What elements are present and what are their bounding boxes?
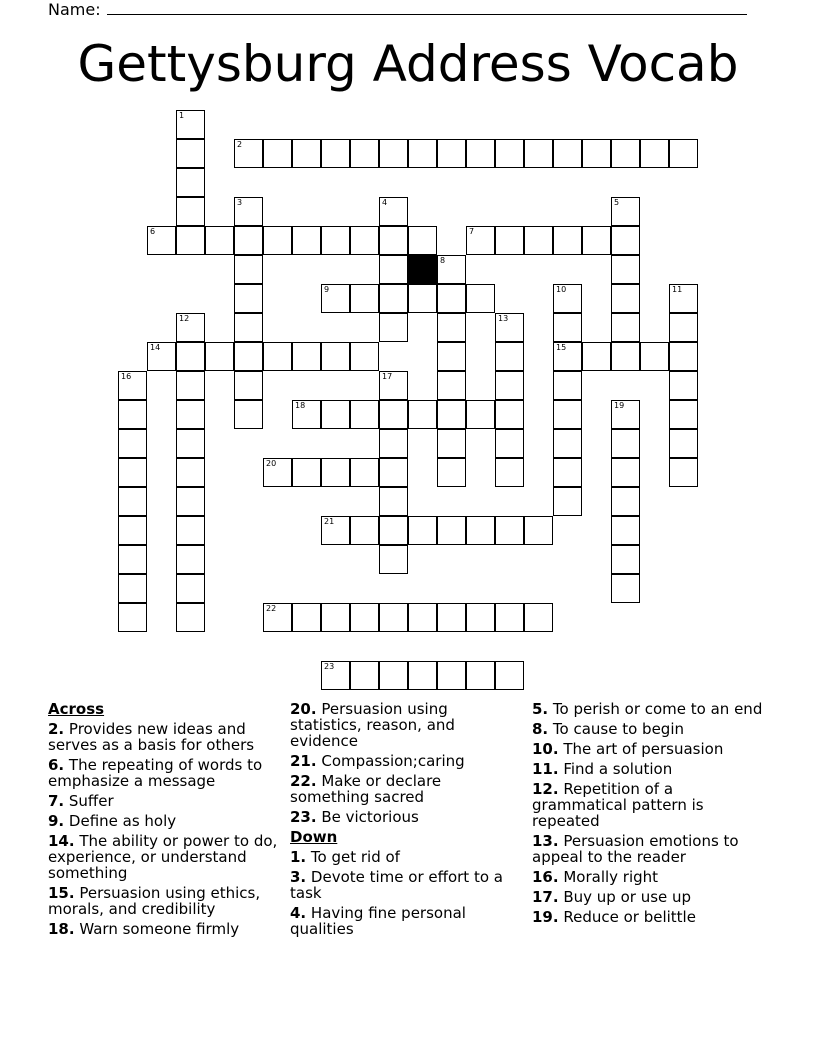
- grid-cell[interactable]: [234, 139, 263, 168]
- clue-text: Persuasion emotions to appeal to the reader: [532, 832, 739, 866]
- grid-cell[interactable]: [176, 371, 205, 400]
- grid-cell[interactable]: [611, 197, 640, 226]
- clue-item: [48, 921, 280, 937]
- grid-cell[interactable]: [263, 458, 292, 487]
- grid-cell[interactable]: [176, 139, 205, 168]
- grid-cell[interactable]: [234, 197, 263, 226]
- clue-item: [48, 793, 280, 809]
- grid-cell[interactable]: [176, 400, 205, 429]
- clue-text: Find a solution: [558, 760, 673, 778]
- grid-cell[interactable]: [611, 516, 640, 545]
- grid-cell[interactable]: [321, 603, 350, 632]
- grid-cell[interactable]: [669, 429, 698, 458]
- clue-text: Define as holy: [64, 812, 177, 830]
- grid-cell[interactable]: [176, 313, 205, 342]
- clue-number: 13.: [532, 832, 559, 850]
- grid-cell[interactable]: [466, 516, 495, 545]
- grid-cell[interactable]: [147, 226, 176, 255]
- grid-cell[interactable]: [495, 342, 524, 371]
- clue-text: Persuasion using ethics, morals, and credibility: [48, 884, 261, 918]
- grid-cell[interactable]: [379, 226, 408, 255]
- cell-number: 23: [324, 662, 335, 671]
- grid-cell[interactable]: [292, 603, 321, 632]
- grid-cell[interactable]: [350, 458, 379, 487]
- grid-cell[interactable]: [118, 429, 147, 458]
- grid-cell[interactable]: [350, 661, 379, 690]
- grid-cell[interactable]: [205, 342, 234, 371]
- grid-cell[interactable]: [176, 429, 205, 458]
- cell-number: 7: [469, 227, 475, 236]
- grid-cell[interactable]: [669, 342, 698, 371]
- grid-cell[interactable]: [321, 661, 350, 690]
- clue-text: Devote time or effort to a task: [290, 868, 503, 902]
- grid-cell[interactable]: [495, 458, 524, 487]
- grid-cell[interactable]: [350, 516, 379, 545]
- clue-number: 14.: [48, 832, 75, 850]
- grid-cell[interactable]: [292, 458, 321, 487]
- cell-number: 15: [556, 343, 567, 352]
- grid-cell[interactable]: [176, 487, 205, 516]
- grid-cell[interactable]: [176, 168, 205, 197]
- grid-cell[interactable]: [321, 284, 350, 313]
- grid-cell[interactable]: [611, 458, 640, 487]
- grid-cell[interactable]: [118, 458, 147, 487]
- grid-cell[interactable]: [234, 342, 263, 371]
- grid-cell[interactable]: [437, 371, 466, 400]
- grid-cell[interactable]: [640, 139, 669, 168]
- grid-cell[interactable]: [408, 603, 437, 632]
- grid-cell[interactable]: [350, 226, 379, 255]
- grid-cell[interactable]: [321, 400, 350, 429]
- grid-cell[interactable]: [205, 226, 234, 255]
- grid-cell[interactable]: [234, 284, 263, 313]
- grid-cell[interactable]: [379, 197, 408, 226]
- cell-number: 5: [614, 198, 620, 207]
- grid-cell[interactable]: [176, 545, 205, 574]
- cell-number: 14: [150, 343, 161, 352]
- clue-text: Provides new ideas and serves as a basis for others: [48, 720, 255, 754]
- grid-cell[interactable]: [466, 284, 495, 313]
- grid-cell[interactable]: [466, 226, 495, 255]
- grid-cell[interactable]: [379, 429, 408, 458]
- clue-number: 11.: [532, 760, 559, 778]
- clue-item: [532, 889, 764, 905]
- grid-cell[interactable]: [321, 342, 350, 371]
- clues-column-2: [290, 701, 518, 941]
- clue-item: [48, 813, 280, 829]
- grid-cell[interactable]: [611, 429, 640, 458]
- grid-cell[interactable]: [118, 545, 147, 574]
- grid-cell[interactable]: [234, 226, 263, 255]
- clue-text: Buy up or use up: [558, 888, 692, 906]
- grid-cell[interactable]: [437, 661, 466, 690]
- grid-cell[interactable]: [553, 313, 582, 342]
- grid-cell[interactable]: [669, 284, 698, 313]
- clue-text: Persuasion using statistics, reason, and evidence: [290, 700, 455, 750]
- clue-text: Make or declare something sacred: [290, 772, 442, 806]
- clue-text: Warn someone firmly: [74, 920, 240, 938]
- cell-number: 4: [382, 198, 388, 207]
- clue-item: [532, 721, 764, 737]
- grid-cell[interactable]: [118, 400, 147, 429]
- grid-cell[interactable]: [582, 342, 611, 371]
- grid-cell[interactable]: [437, 603, 466, 632]
- cell-number: 1: [179, 111, 185, 120]
- grid-cell[interactable]: [379, 545, 408, 574]
- grid-cell[interactable]: [611, 226, 640, 255]
- clue-item: [48, 885, 280, 917]
- cell-number: 6: [150, 227, 156, 236]
- grid-cell[interactable]: [611, 139, 640, 168]
- clue-number: 5.: [532, 700, 549, 718]
- clue-number: 12.: [532, 780, 559, 798]
- grid-cell[interactable]: [437, 342, 466, 371]
- clue-item: [290, 701, 518, 749]
- grid-cell[interactable]: [669, 371, 698, 400]
- cell-number: 10: [556, 285, 567, 294]
- grid-cell[interactable]: [118, 516, 147, 545]
- down-clue-list: [290, 849, 518, 937]
- grid-cell[interactable]: [263, 603, 292, 632]
- clue-number: 21.: [290, 752, 317, 770]
- clue-item: [532, 761, 764, 777]
- cell-number: 12: [179, 314, 190, 323]
- clue-text: Having fine personal qualities: [290, 904, 466, 938]
- grid-cell[interactable]: [582, 226, 611, 255]
- grid-cell[interactable]: [379, 371, 408, 400]
- grid-cell[interactable]: [408, 661, 437, 690]
- grid-cell[interactable]: [118, 574, 147, 603]
- clue-number: 18.: [48, 920, 75, 938]
- clue-number: 4.: [290, 904, 307, 922]
- grid-cell[interactable]: [611, 400, 640, 429]
- clue-number: 17.: [532, 888, 559, 906]
- clue-number: 9.: [48, 812, 65, 830]
- grid-cell[interactable]: [408, 284, 437, 313]
- grid-cell[interactable]: [553, 342, 582, 371]
- clue-item: [532, 781, 764, 829]
- grid-cell[interactable]: [437, 255, 466, 284]
- grid-cell[interactable]: [292, 226, 321, 255]
- cell-number: 20: [266, 459, 277, 468]
- grid-cell[interactable]: [669, 458, 698, 487]
- grid-cell[interactable]: [466, 400, 495, 429]
- grid-cell[interactable]: [553, 429, 582, 458]
- name-label: Name:: [48, 0, 101, 19]
- grid-cell[interactable]: [176, 603, 205, 632]
- clue-text: The art of persuasion: [558, 740, 724, 758]
- grid-cell[interactable]: [437, 516, 466, 545]
- grid-cell[interactable]: [553, 284, 582, 313]
- grid-cell[interactable]: [234, 255, 263, 284]
- clue-number: 2.: [48, 720, 65, 738]
- down-heading: Down: [290, 828, 338, 846]
- grid-cell[interactable]: [669, 139, 698, 168]
- grid-cell[interactable]: [669, 313, 698, 342]
- down-clue-list-cont: [532, 701, 764, 925]
- grid-cell[interactable]: [437, 139, 466, 168]
- grid-cell[interactable]: [379, 516, 408, 545]
- clue-number: 20.: [290, 700, 317, 718]
- cell-number: 22: [266, 604, 277, 613]
- cell-number: 19: [614, 401, 625, 410]
- grid-cell[interactable]: [176, 516, 205, 545]
- grid-cell[interactable]: [379, 255, 408, 284]
- grid-cell[interactable]: [234, 313, 263, 342]
- clue-number: 16.: [532, 868, 559, 886]
- cell-number: 13: [498, 314, 509, 323]
- grid-cell[interactable]: [176, 342, 205, 371]
- grid-cell[interactable]: [176, 458, 205, 487]
- grid-cell[interactable]: [611, 255, 640, 284]
- clue-item: [290, 869, 518, 901]
- grid-cell[interactable]: [234, 371, 263, 400]
- cell-number: 11: [672, 285, 683, 294]
- grid-cell[interactable]: [466, 603, 495, 632]
- clue-item: [290, 773, 518, 805]
- clue-text: Reduce or belittle: [558, 908, 696, 926]
- grid-cell[interactable]: [408, 226, 437, 255]
- clue-text: Repetition of a grammatical pattern is repeated: [532, 780, 704, 830]
- grid-cell[interactable]: [495, 516, 524, 545]
- clue-item: [532, 909, 764, 925]
- grid-cell[interactable]: [379, 487, 408, 516]
- clue-number: 15.: [48, 884, 75, 902]
- clue-item: [532, 833, 764, 865]
- clue-item: [48, 757, 280, 789]
- grid-cell[interactable]: [292, 139, 321, 168]
- grid-cell[interactable]: [611, 574, 640, 603]
- grid-cell[interactable]: [292, 342, 321, 371]
- grid-cell[interactable]: [176, 197, 205, 226]
- clue-item: [290, 905, 518, 937]
- grid-cell[interactable]: [379, 284, 408, 313]
- grid-cell[interactable]: [437, 313, 466, 342]
- across-clue-list-cont: [290, 701, 518, 825]
- clue-item: [532, 869, 764, 885]
- grid-cell[interactable]: [437, 429, 466, 458]
- grid-cell[interactable]: [495, 429, 524, 458]
- grid-cell[interactable]: [350, 603, 379, 632]
- cell-number: 2: [237, 140, 243, 149]
- grid-cell[interactable]: [379, 603, 408, 632]
- clue-item: [290, 809, 518, 825]
- grid-cell[interactable]: [495, 371, 524, 400]
- clue-text: To perish or come to an end: [548, 700, 763, 718]
- black-cell: [408, 255, 437, 284]
- grid-cell[interactable]: [495, 313, 524, 342]
- grid-cell[interactable]: [292, 400, 321, 429]
- grid-cell[interactable]: [147, 342, 176, 371]
- grid-cell[interactable]: [437, 458, 466, 487]
- grid-cell[interactable]: [524, 139, 553, 168]
- grid-cell[interactable]: [234, 400, 263, 429]
- clue-number: 10.: [532, 740, 559, 758]
- grid-cell[interactable]: [350, 139, 379, 168]
- grid-cell[interactable]: [263, 226, 292, 255]
- clues-column-3: [532, 701, 764, 929]
- across-clue-list: [48, 721, 280, 937]
- grid-cell[interactable]: [408, 139, 437, 168]
- clue-number: 19.: [532, 908, 559, 926]
- grid-cell[interactable]: [640, 342, 669, 371]
- grid-cell[interactable]: [553, 400, 582, 429]
- grid-cell[interactable]: [350, 342, 379, 371]
- grid-cell[interactable]: [176, 574, 205, 603]
- grid-cell[interactable]: [118, 487, 147, 516]
- grid-cell[interactable]: [669, 400, 698, 429]
- page-title: Gettysburg Address Vocab: [77, 35, 739, 93]
- grid-cell[interactable]: [553, 139, 582, 168]
- clue-text: Be victorious: [316, 808, 419, 826]
- cell-number: 8: [440, 256, 446, 265]
- cell-number: 16: [121, 372, 132, 381]
- grid-cell[interactable]: [350, 284, 379, 313]
- grid-cell[interactable]: [553, 458, 582, 487]
- clue-text: The ability or power to do, experience, or understand something: [48, 832, 278, 882]
- grid-cell[interactable]: [437, 400, 466, 429]
- grid-cell[interactable]: [553, 371, 582, 400]
- clue-number: 8.: [532, 720, 549, 738]
- grid-cell[interactable]: [553, 226, 582, 255]
- grid-cell[interactable]: [495, 139, 524, 168]
- grid-cell[interactable]: [176, 226, 205, 255]
- grid-cell[interactable]: [379, 400, 408, 429]
- grid-cell[interactable]: [321, 226, 350, 255]
- cell-number: 21: [324, 517, 335, 526]
- grid-cell[interactable]: [408, 400, 437, 429]
- grid-cell[interactable]: [611, 487, 640, 516]
- grid-cell[interactable]: [379, 139, 408, 168]
- grid-cell[interactable]: [524, 226, 553, 255]
- grid-cell[interactable]: [582, 139, 611, 168]
- cell-number: 18: [295, 401, 306, 410]
- grid-cell[interactable]: [495, 603, 524, 632]
- clue-number: 22.: [290, 772, 317, 790]
- grid-cell[interactable]: [379, 313, 408, 342]
- grid-cell[interactable]: [466, 139, 495, 168]
- grid-cell[interactable]: [176, 110, 205, 139]
- grid-cell[interactable]: [524, 516, 553, 545]
- grid-cell[interactable]: [524, 603, 553, 632]
- grid-cell[interactable]: [495, 661, 524, 690]
- clue-item: [290, 849, 518, 865]
- clue-number: 23.: [290, 808, 317, 826]
- clue-number: 6.: [48, 756, 65, 774]
- grid-cell[interactable]: [408, 516, 437, 545]
- clue-number: 3.: [290, 868, 307, 886]
- grid-cell[interactable]: [553, 487, 582, 516]
- grid-cell[interactable]: [379, 458, 408, 487]
- clue-item: [48, 721, 280, 753]
- clue-text: Morally right: [558, 868, 659, 886]
- grid-cell[interactable]: [350, 400, 379, 429]
- cell-number: 17: [382, 372, 393, 381]
- grid-cell[interactable]: [437, 284, 466, 313]
- grid-cell[interactable]: [379, 661, 408, 690]
- grid-cell[interactable]: [321, 516, 350, 545]
- grid-cell[interactable]: [611, 284, 640, 313]
- grid-cell[interactable]: [611, 545, 640, 574]
- clue-item: [532, 741, 764, 757]
- clue-text: Compassion;caring: [316, 752, 465, 770]
- grid-cell[interactable]: [611, 313, 640, 342]
- grid-cell[interactable]: [321, 458, 350, 487]
- grid-cell[interactable]: [118, 371, 147, 400]
- grid-cell[interactable]: [466, 661, 495, 690]
- cell-number: 9: [324, 285, 330, 294]
- grid-cell[interactable]: [118, 603, 147, 632]
- clue-number: 1.: [290, 848, 307, 866]
- clue-text: Suffer: [64, 792, 114, 810]
- grid-cell[interactable]: [495, 400, 524, 429]
- clue-item: [290, 753, 518, 769]
- clue-text: To get rid of: [306, 848, 400, 866]
- grid-cell[interactable]: [321, 139, 350, 168]
- clue-item: [48, 833, 280, 881]
- grid-cell[interactable]: [611, 342, 640, 371]
- clue-text: To cause to begin: [548, 720, 684, 738]
- clue-item: [532, 701, 764, 717]
- grid-cell[interactable]: [263, 139, 292, 168]
- clue-text: The repeating of words to emphasize a message: [48, 756, 263, 790]
- clue-number: 7.: [48, 792, 65, 810]
- across-heading: Across: [48, 700, 105, 718]
- grid-cell[interactable]: [263, 342, 292, 371]
- grid-cell[interactable]: [495, 226, 524, 255]
- clues-column-1: [48, 701, 280, 941]
- cell-number: 3: [237, 198, 243, 207]
